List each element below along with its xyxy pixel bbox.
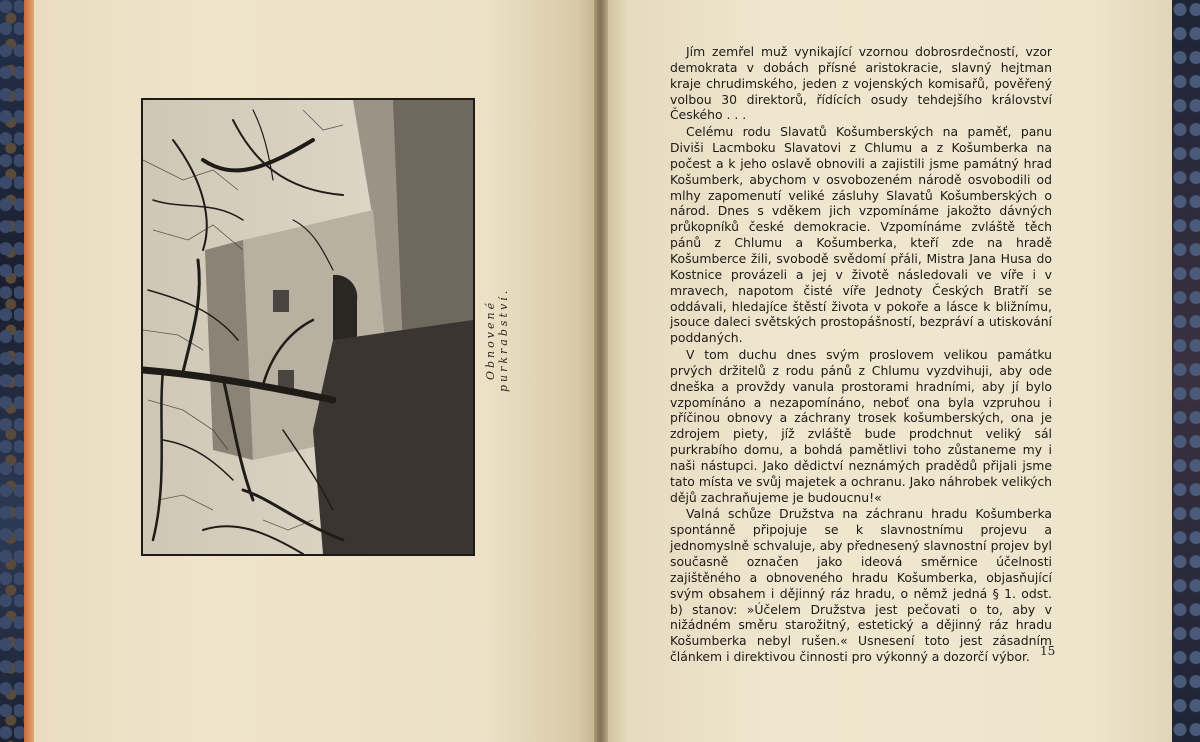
- paragraph: Jím zemřel muž vynikající vzornou dobrosrdečností, vzor demokrata v dobách přísné aristokracie, slavný hejtman kraje chrudimského, jeden z vojenských komisařů, pověřený volbou 30 direktorů, řídících osudy tehdejšího království Českého . . .: [670, 44, 1052, 123]
- photo-window: [273, 290, 289, 312]
- photo-foreground-shadow: [313, 320, 473, 554]
- book-cover-right-marbled: [1172, 0, 1200, 742]
- book-gutter: [594, 0, 608, 742]
- page-number: 15: [1040, 644, 1056, 658]
- castle-photo-drawing: [143, 100, 473, 554]
- paragraph: Valná schůze Družstva na záchranu hradu Košumberka spontánně připojuje se k slavnostnímu projevu a jednomyslně schvaluje, aby přednesený slavnostní projev byl současně označen jako ideová směrnice účelnosti zajištěného a obnoveného hradu Košumberka, objasňující svým obsahem i dějinný ráz hradu, o němž jedná § 1. odst. b) stanov: »Účelem Družstva jest pečovati o to, aby v nižádném směru starožitný, estetický a dějinný ráz hradu Košumberka nebyl rušen.« Usnesení toto jest zásadním článkem i direktivou činnosti pro výkonný a dozorčí výbor.: [670, 506, 1052, 665]
- paragraph: Celému rodu Slavatů Košumberských na paměť, panu Diviši Lacmboku Slavatovi z Chlumu a z Košumberka na počest a k jeho oslavě obnovili a zajistili jsme památný hrad Košumberk, abychom v osvobozeném národě osvobodili od mlhy zapomenutí veliké zásluhy Slavatů Košumberských o národ. Dnes s vděkem jich vzpomínáme jakožto dávných průkopníků české demokracie. Vzpomínáme zvláště těch pánů z Chlumu a Košumberka, kteří zde na hradě Košumberce žili, svobodě svědomí přáli, Mistra Jana Husa do Kostnice provázeli a jej v životě následovali ve víře i v mravech, napotom čisté víře Jednoty Českých Bratří se oddávali, hledajíce štěstí života v pokoře a lásce k bližnímu, jsouce daleci světských prostopášností, bezpráví a utiskování poddaných.: [670, 124, 1052, 346]
- article-text: [670, 44, 1052, 665]
- paragraph: V tom duchu dnes svým proslovem velikou památku prvých držitelů z rodu pánů z Chlumu vyzdvihuji, aby ode dneška a provždy vanula prostorami hradními, aby jí bylo vzpomínáno a nezapomínáno, neboť ona byla vzpruhou i příčinou obnovy a záchrany trosek košumberských, ona je zdrojem piety, jíž zvláště bude prodchnut veliký sál purkrabího domu, a bohdá pamětlivi toho zůstaneme my i naši nástupci. Jako dědictví neznámých pradědů přijali jsme tato místa ve svůj majetek a ochranu. Jako náhrobek velikých dějů zachraňujeme je budoucnu!«: [670, 347, 1052, 505]
- castle-photograph: [141, 98, 475, 556]
- photo-caption: Obnovené purkrabství.: [484, 287, 510, 393]
